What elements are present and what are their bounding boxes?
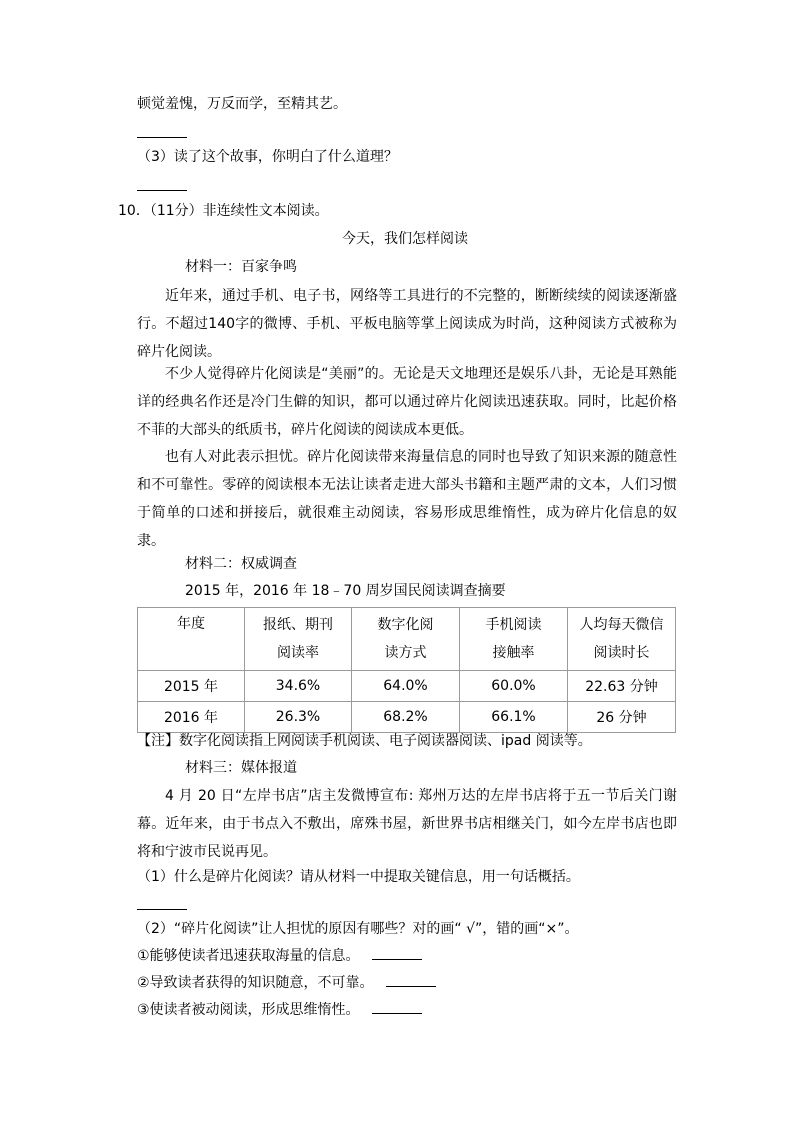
passage-title: 今天，我们怎样阅读 xyxy=(342,231,468,247)
table-cell: 22.63 分钟 xyxy=(568,671,676,702)
table-row xyxy=(138,702,676,733)
judgement-text: ②导致读者获得的知识随意，不可靠。 xyxy=(137,975,374,991)
material-3-heading: 材料三：媒体报道 xyxy=(185,760,297,776)
judgement-item xyxy=(137,946,422,966)
header-cell-digital-reading: 数字化阅 读方式 xyxy=(352,608,460,671)
table-row xyxy=(138,671,676,702)
answer-blank[interactable] xyxy=(386,985,436,987)
judgement-text: ③使读者被动阅读，形成思维惰性。 xyxy=(137,1002,360,1018)
header-cell-wechat-time: 人均每天微信 阅读时长 xyxy=(568,608,676,671)
answer-blank[interactable] xyxy=(137,190,187,191)
table-cell: 2016 年 xyxy=(138,702,245,733)
judgement-item xyxy=(137,973,436,993)
story-ending-line: 顿觉羞愧，万反而学，至精其艺。 xyxy=(137,96,347,112)
question-3: （3）读了这个故事，你明白了什么道理？ xyxy=(137,149,398,165)
header-cell-mobile-reading: 手机阅读 接触率 xyxy=(460,608,568,671)
table-cell: 2015 年 xyxy=(138,671,245,702)
answer-blank[interactable] xyxy=(137,137,187,138)
answer-blank[interactable] xyxy=(372,1012,422,1014)
table-cell: 60.0% xyxy=(460,671,568,702)
table-header-row xyxy=(138,608,676,671)
material-1-paragraph-3: 也有人对此表示担忧。碎片化阅读带来海量信息的同时也导致了知识来源的随意性和不可靠性。零碎的阅读根本无法让读者走进大部头书籍和主题严肃的文本，人们习惯于简单的口述和拼接后，就很难主动阅读，容易形成思维惰性，成为碎片化信息的奴隶。 xyxy=(137,449,677,549)
answer-blank[interactable] xyxy=(137,909,187,910)
material-1-heading: 材料一：百家争鸣 xyxy=(185,259,297,275)
sub-question-2: （2）“碎片化阅读”让人担忧的原因有哪些？对的画“ √”，错的画“×”。 xyxy=(137,921,579,937)
table-caption: 2015 年，2016 年 18﹣70 周岁国民阅读调查摘要 xyxy=(185,583,506,599)
table-cell: 64.0% xyxy=(352,671,460,702)
judgement-item xyxy=(137,1000,422,1020)
table-cell: 68.2% xyxy=(352,702,460,733)
material-3-paragraph-1: 4 月 20 日“左岸书店”店主发微博宣布: 郑州万达的左岸书店将于五一节后关门谢幕。近年来，由于书点入不敷出，席殊书屋，新世界书店相继关门，如今左岸书店也即将和宁波市民说再见。 xyxy=(137,788,677,860)
header-cell-newspaper-rate: 报纸、期刊 阅读率 xyxy=(245,608,352,671)
sub-question-1: （1）什么是碎片化阅读？请从材料一中提取关键信息，用一句话概括。 xyxy=(137,869,580,885)
table-cell: 66.1% xyxy=(460,702,568,733)
header-cell-year: 年度 xyxy=(138,608,245,671)
material-1-paragraph-2: 不少人觉得碎片化阅读是“美丽”的。无论是天文地理还是娱乐八卦，无论是耳熟能详的经典名作还是冷门生僻的知识，都可以通过碎片化阅读迅速获取。同时，比起价格不菲的大部头的纸质书，碎片化阅读的阅读成本更低。 xyxy=(137,366,677,438)
table-note: 【注】数字化阅读指上网阅读手机阅读、电子阅读器阅读、ipad 阅读等。 xyxy=(137,733,592,749)
table-cell: 34.6% xyxy=(245,671,352,702)
material-1-paragraph-1: 近年来，通过手机、电子书，网络等工具进行的不完整的，断断续续的阅读逐渐盛行。不超过140字的微博、手机、平板电脑等掌上阅读成为时尚，这种阅读方式被称为碎片化阅读。 xyxy=(137,288,677,360)
judgement-text: ①能够使读者迅速获取海量的信息。 xyxy=(137,948,360,964)
survey-table xyxy=(137,607,676,733)
material-2-heading: 材料二：权威调查 xyxy=(185,556,297,572)
table-cell: 26.3% xyxy=(245,702,352,733)
answer-blank[interactable] xyxy=(372,958,422,960)
question-10-header: 10．（11分）非连续性文本阅读。 xyxy=(118,203,329,219)
table-cell: 26 分钟 xyxy=(568,702,676,733)
